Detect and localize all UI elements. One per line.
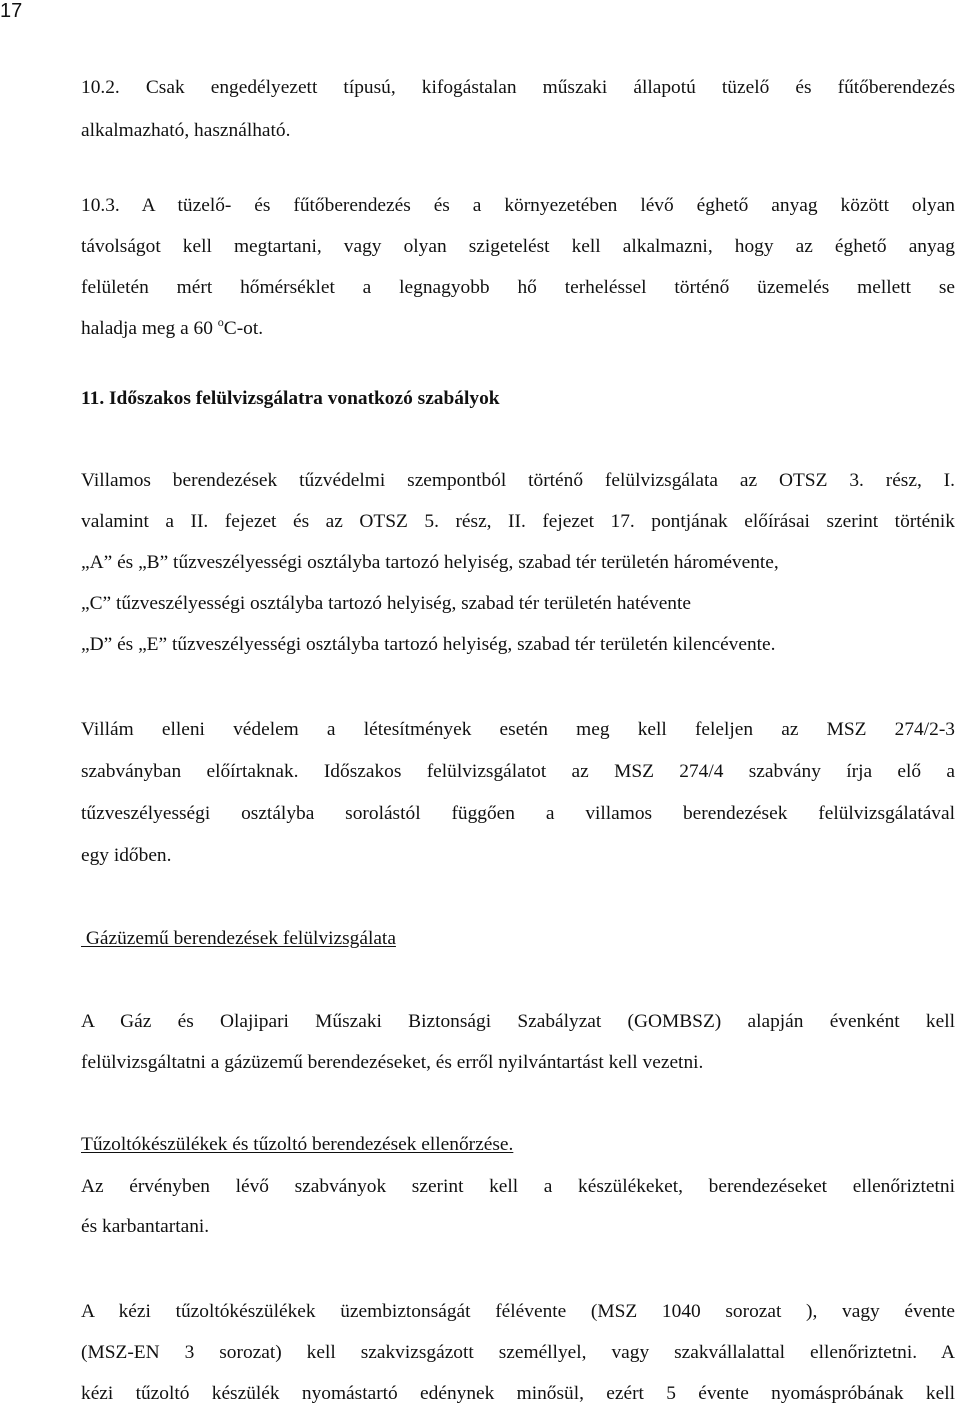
- extinguishers-heading: [81, 1130, 955, 1160]
- section-11-paragraph: [81, 460, 955, 665]
- paragraph-line: felülvizsgáltatni a gázüzemű berendezéseket, és erről nyilvántartást kell vezetni.: [81, 1052, 704, 1073]
- paragraph-line: „A” és „B” tűzveszélyességi osztályba tartozó helyiség, szabad tér területén háromévente,: [81, 552, 779, 573]
- gas-equipment-heading: [81, 924, 955, 954]
- paragraph-line: Villamos berendezések tűzvédelmi szempontból történő felülvizsgálata az OTSZ 3. rész, I.: [81, 470, 955, 491]
- paragraph-line: 10.3. A tüzelő- és fűtőberendezés és a környezetében lévő éghető anyag között olyan: [81, 195, 955, 216]
- paragraph-line: „D” és „E” tűzveszélyességi osztályba tartozó helyiség, szabad tér területén kilencévente.: [81, 634, 776, 655]
- paragraph-line-with-degree: [81, 308, 955, 349]
- paragraph-line: egy időben.: [81, 845, 172, 866]
- paragraph-line: „C” tűzveszélyességi osztályba tartozó helyiség, szabad tér területén hatévente: [81, 593, 692, 614]
- paragraph-line: (MSZ-EN 3 sorozat) kell szakvizsgázott személlyel, vagy szakvállalattal ellenőriztetni. A: [81, 1342, 955, 1363]
- paragraph-line: A kézi tűzoltókészülékek üzembiztonságát félévente (MSZ 1040 sorozat ), vagy évente: [81, 1301, 955, 1322]
- paragraph-line: alkalmazható, használható.: [81, 120, 291, 141]
- paragraph-line: A Gáz és Olajipari Műszaki Biztonsági Szabályzat (GOMBSZ) alapján évenként kell: [81, 1011, 955, 1032]
- section-10-2-paragraph: [81, 66, 955, 152]
- paragraph-line: tűzveszélyességi osztályba sorolástól függően a villamos berendezések felülvizsgálatával: [81, 803, 955, 824]
- lightning-protection-paragraph: [81, 709, 955, 877]
- paragraph-line: 10.2. Csak engedélyezett típusú, kifogástalan műszaki állapotú tüzelő és fűtőberendezés: [81, 77, 955, 98]
- extinguishers-paragraph: [81, 1167, 955, 1247]
- gas-equipment-paragraph: [81, 1001, 955, 1083]
- paragraph-line: távolságot kell megtartani, vagy olyan szigetelést kell alkalmazni, hogy az éghető anyag: [81, 236, 955, 257]
- temperature-text-before: haladja meg a 60: [81, 318, 218, 339]
- temperature-text-after: C-ot.: [223, 318, 264, 339]
- paragraph-line: valamint a II. fejezet és az OTSZ 5. rész, II. fejezet 17. pontjának előírásai szerint történik: [81, 511, 955, 532]
- paragraph-line: Villám elleni védelem a létesítmények esetén meg kell feleljen az MSZ 274/2-3: [81, 719, 955, 740]
- section-11-heading: 11. Időszakos felülvizsgálatra vonatkozó szabályok: [81, 388, 500, 409]
- portable-extinguishers-paragraph: [81, 1291, 955, 1414]
- paragraph-line: szabványban előírtaknak. Időszakos felülvizsgálatot az MSZ 274/4 szabvány írja elő a: [81, 761, 955, 782]
- degree-symbol: o: [217, 315, 224, 329]
- paragraph-line: kézi tűzoltó készülék nyomástartó edénynek minősül, ezért 5 évente nyomáspróbának kell: [81, 1383, 955, 1404]
- page-number: 17: [0, 0, 23, 22]
- paragraph-line: felületén mért hőmérséklet a legnagyobb hő terheléssel történő üzemelés mellett se: [81, 277, 955, 298]
- section-10-3-paragraph: [81, 185, 955, 349]
- extinguishers-heading-text: Tűzoltókészülékek és tűzoltó berendezések ellenőrzése.: [81, 1134, 514, 1155]
- paragraph-line: Az érvényben lévő szabványok szerint kell a készülékeket, berendezéseket ellenőriztetni: [81, 1176, 955, 1197]
- gas-heading-text: Gázüzemű berendezések felülvizsgálata: [81, 928, 396, 949]
- paragraph-line: és karbantartani.: [81, 1216, 210, 1237]
